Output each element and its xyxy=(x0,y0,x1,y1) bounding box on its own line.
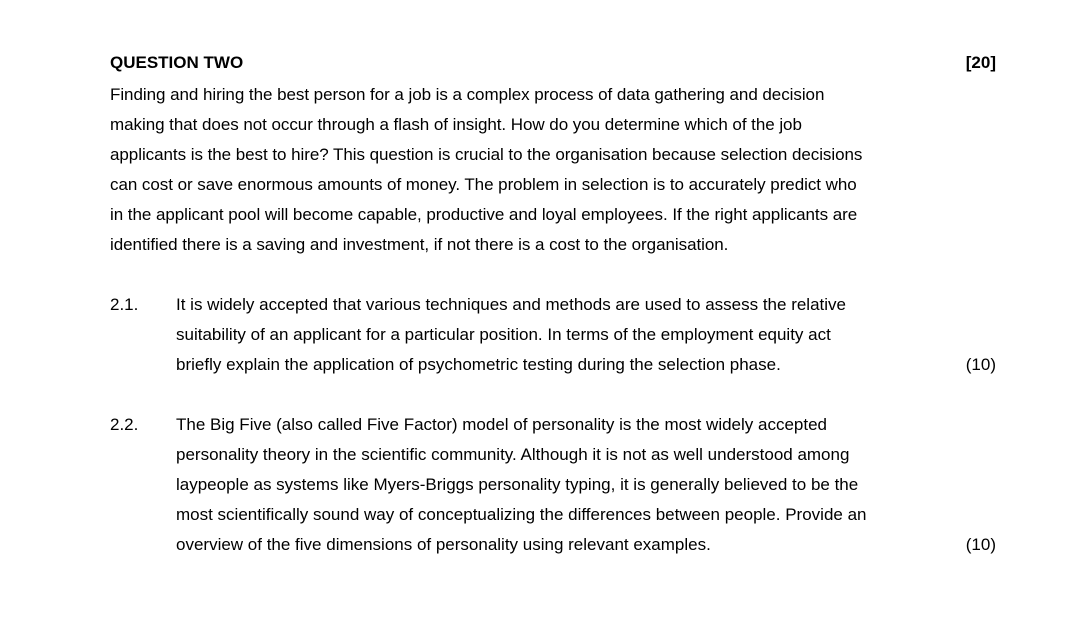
intro-line: identified there is a saving and investment, if not there is a cost to the organisation. xyxy=(110,235,729,254)
question-line: most scientifically sound way of conceptualizing the differences between people. Provide an xyxy=(176,505,867,524)
question-number: 2.2. xyxy=(110,415,139,434)
question-line: suitability of an applicant for a particular position. In terms of the employment equity act xyxy=(176,325,831,344)
intro-line: can cost or save enormous amounts of money. The problem in selection is to accurately predict who xyxy=(110,175,857,194)
question-2-2 xyxy=(110,410,996,560)
question-text xyxy=(176,290,996,380)
question-number: 2.1. xyxy=(110,295,139,314)
question-line: laypeople as systems like Myers-Briggs personality typing, it is generally believed to be the xyxy=(176,475,859,494)
question-last-line-row xyxy=(176,350,996,380)
question-line: It is widely accepted that various techniques and methods are used to assess the relative xyxy=(176,295,846,314)
intro-paragraph xyxy=(110,80,996,260)
question-text xyxy=(176,410,996,560)
intro-line: making that does not occur through a flash of insight. How do you determine which of the job xyxy=(110,115,802,134)
question-line: overview of the five dimensions of personality using relevant examples. xyxy=(176,535,711,554)
intro-line: Finding and hiring the best person for a job is a complex process of data gathering and decision xyxy=(110,85,825,104)
question-title: QUESTION TWO xyxy=(110,53,244,72)
question-line: briefly explain the application of psychometric testing during the selection phase. xyxy=(176,355,781,374)
question-2-1 xyxy=(110,290,996,380)
intro-line: in the applicant pool will become capable, productive and loyal employees. If the right applicants are xyxy=(110,205,858,224)
question-total-marks: [20] xyxy=(965,53,996,72)
question-line: The Big Five (also called Five Factor) model of personality is the most widely accepted xyxy=(176,415,827,434)
question-marks: (10) xyxy=(965,355,996,374)
question-last-line-row xyxy=(176,530,996,560)
question-marks: (10) xyxy=(965,535,996,554)
intro-line: applicants is the best to hire? This question is crucial to the organisation because selection decisions xyxy=(110,145,863,164)
question-line: personality theory in the scientific community. Although it is not as well understood among xyxy=(176,445,850,464)
document-page xyxy=(110,50,996,560)
question-heading xyxy=(110,50,996,76)
